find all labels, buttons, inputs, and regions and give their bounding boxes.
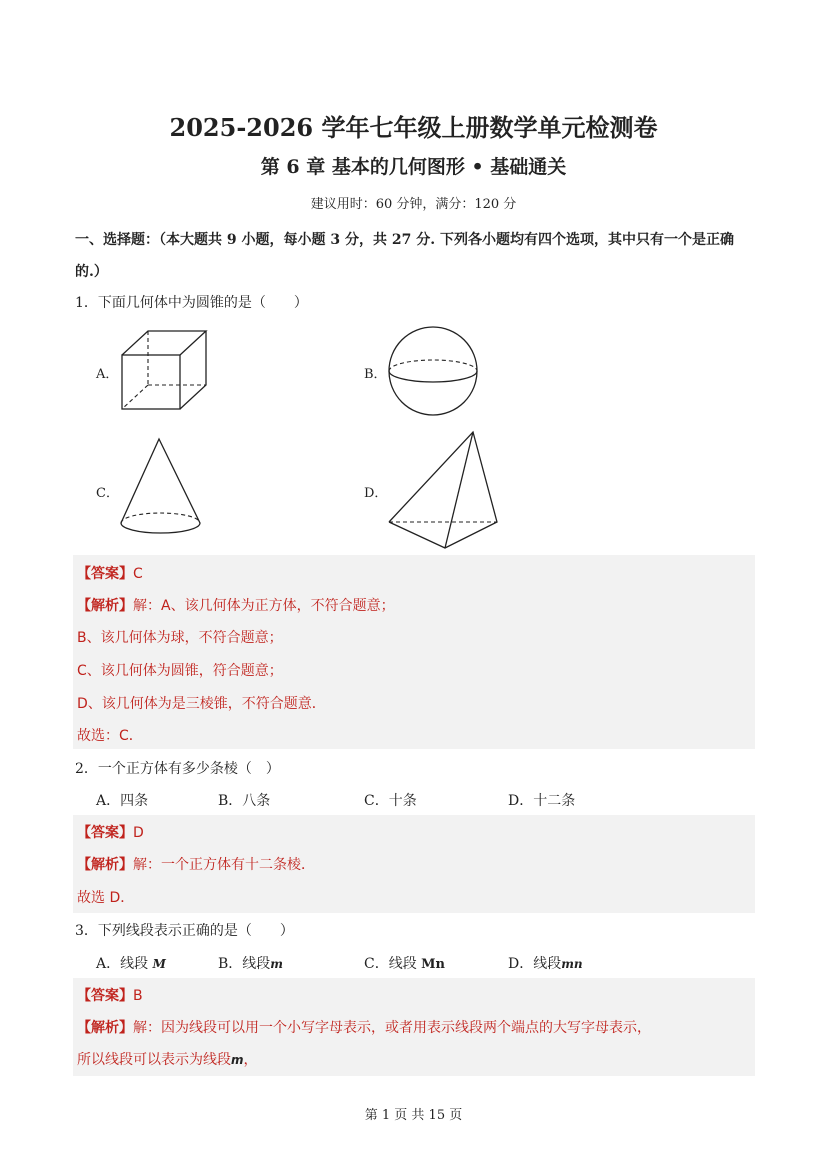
- q2-analysis-line-2: 故选 D．: [77, 890, 135, 906]
- answer-tag: 【答案】: [77, 825, 133, 841]
- q1-answer-value: C: [133, 566, 143, 582]
- q2-answer-line: [77, 822, 144, 842]
- q3-choice-b: [218, 953, 283, 973]
- q2-answer-box: [73, 815, 755, 913]
- q3-analysis-line-2: [77, 1049, 258, 1069]
- q2-answer-value: D: [133, 825, 144, 841]
- q3-answer-value: B: [133, 988, 143, 1004]
- page-title: 2025-2026 学年七年级上册数学单元检测卷: [169, 113, 658, 142]
- q3-answer-box: [73, 978, 755, 1076]
- q1-analysis-text-1: 解：A、该几何体为正方体，不符合题意；: [133, 598, 395, 614]
- q1-analysis-line-5: 故选：C．: [77, 728, 143, 744]
- q3-choice-b-math: m: [270, 957, 283, 971]
- analysis-tag: 【解析】: [77, 857, 133, 873]
- q3-choice-d: [508, 953, 583, 973]
- q3-choice-b-label: B．线段: [218, 956, 271, 972]
- q2-choice-b: B．八条: [218, 793, 271, 809]
- q3-choice-c: [364, 953, 445, 973]
- q3-choice-d-math: mn: [561, 957, 583, 971]
- q2-choice-d: D．十二条: [508, 793, 576, 809]
- q1-option-c-label: C．: [96, 486, 119, 501]
- q3-choice-a: [96, 953, 166, 973]
- time-score-info: 建议用时：60 分钟，满分：120 分: [310, 197, 517, 212]
- q1-option-b-label: B．: [364, 367, 387, 382]
- q1-answer-box: [73, 555, 755, 749]
- q3-answer-line: [77, 985, 143, 1005]
- q3-choice-a-label: A．线段: [96, 956, 149, 972]
- cone-figure: [118, 436, 204, 536]
- q1-analysis-line-1: [77, 595, 395, 615]
- q2-analysis-line-1: [77, 854, 315, 874]
- q2-choice-a: A．四条: [96, 793, 149, 809]
- q3-analysis-end: ，: [243, 1052, 258, 1068]
- q3-choice-a-math: M: [152, 957, 166, 971]
- page-subtitle: 第 6 章 基本的几何图形 • 基础通关: [260, 156, 567, 178]
- section-heading: 一、选择题：（本大题共 9 小题，每小题 3 分，共 27 分. 下列各小题均有四个选项，其中只有一个是正确的.）: [75, 232, 734, 280]
- q1-analysis-line-4: D、该几何体为是三棱锥，不符合题意．: [77, 696, 326, 712]
- q1-analysis-line-2: B、该几何体为球，不符合题意；: [77, 630, 283, 646]
- q3-analysis-text-1: 解：因为线段可以用一个小写字母表示，或者用表示线段两个端点的大写字母表示，: [133, 1020, 651, 1036]
- question-1-stem: 1．下面几何体中为圆锥的是（ ）: [75, 295, 308, 311]
- question-3-stem: 3．下列线段表示正确的是（ ）: [75, 923, 294, 939]
- q3-analysis-text-2: 所以线段可以表示为线段: [77, 1052, 231, 1068]
- q1-answer-line: [77, 563, 143, 583]
- page-footer: 第 1 页 共 15 页: [364, 1108, 463, 1123]
- cube-figure: [118, 328, 208, 413]
- question-2-stem: 2．一个正方体有多少条棱（ ）: [75, 761, 280, 777]
- sphere-figure: [385, 325, 481, 417]
- answer-tag: 【答案】: [77, 988, 133, 1004]
- analysis-tag: 【解析】: [77, 598, 133, 614]
- q3-choice-d-label: D．线段: [508, 956, 562, 972]
- q3-choice-c-label: C．线段: [364, 956, 417, 972]
- q3-analysis-line-1: [77, 1017, 651, 1037]
- answer-tag: 【答案】: [77, 566, 133, 582]
- q2-analysis-text-1: 解：一个正方体有十二条棱．: [133, 857, 315, 873]
- analysis-tag: 【解析】: [77, 1020, 133, 1036]
- q1-option-a-label: A．: [96, 367, 119, 382]
- q3-analysis-math: m: [231, 1053, 244, 1067]
- q1-analysis-line-3: C、该几何体为圆锥，符合题意；: [77, 663, 283, 679]
- q1-option-d-label: D．: [364, 486, 388, 501]
- q3-choice-c-math: Mn: [421, 957, 446, 972]
- triangular-pyramid-figure: [386, 430, 502, 552]
- q2-choice-c: C．十条: [364, 793, 417, 809]
